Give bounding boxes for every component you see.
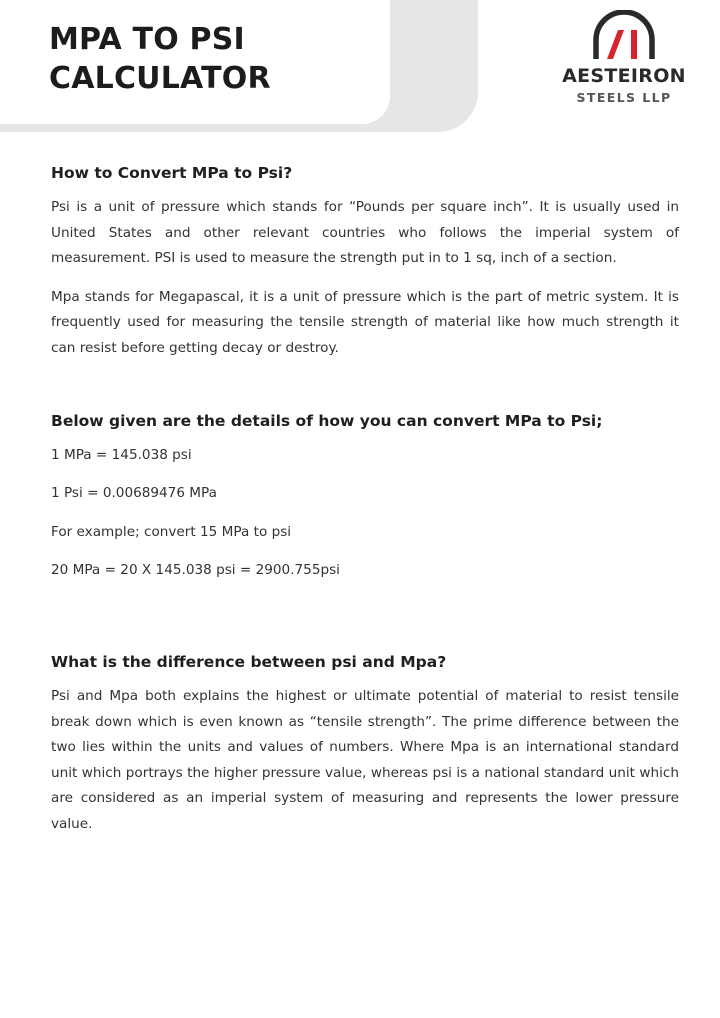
article-content bbox=[51, 160, 679, 838]
example-calculation: 20 MPa = 20 X 145.038 psi = 2900.755psi bbox=[51, 562, 340, 579]
section-heading-how-to-convert: How to Convert MPa to Psi? bbox=[51, 164, 293, 182]
paragraph-psi-definition: Psi is a unit of pressure which stands for “Pounds per square inch”. It is usually used in United States and other relevant countries who follows the imperial system of measurement. PSI is used to measure the strength put in to 1 sq, inch of a section. bbox=[51, 199, 679, 267]
logo-mark-icon bbox=[552, 10, 696, 66]
example-intro: For example; convert 15 MPa to psi bbox=[51, 523, 292, 540]
page-title bbox=[49, 20, 271, 98]
company-logo bbox=[552, 10, 696, 110]
paragraph-difference: Psi and Mpa both explains the highest or ultimate potential of material to resist tensile break down which is even known as “tensile strength”. The prime difference between the two lies within the units and values of numbers. Where Mpa is an international standard unit which portrays the higher pressure value, whereas psi is a national standard unit which are considered as an imperial system of measuring and represents the lower pressure value. bbox=[51, 687, 679, 832]
logo-company-name: AESTEIRON bbox=[562, 65, 686, 87]
page-title-line-2: CALCULATOR bbox=[49, 61, 271, 96]
formula-mpa-to-psi: 1 MPa = 145.038 psi bbox=[51, 446, 192, 463]
section-heading-conversion-details: Below given are the details of how you can convert MPa to Psi; bbox=[51, 411, 603, 430]
paragraph-mpa-definition: Mpa stands for Megapascal, it is a unit of pressure which is the part of metric system. It is frequently used for measuring the tensile strength of material like how much strength it can resist before getting decay or destroy. bbox=[51, 288, 679, 356]
logo-company-subtitle: STEELS LLP bbox=[576, 90, 672, 105]
page-title-line-1: MPA TO PSI bbox=[49, 22, 245, 57]
section-heading-difference: What is the difference between psi and Mpa? bbox=[51, 652, 447, 671]
formula-psi-to-mpa: 1 Psi = 0.00689476 MPa bbox=[51, 485, 217, 502]
